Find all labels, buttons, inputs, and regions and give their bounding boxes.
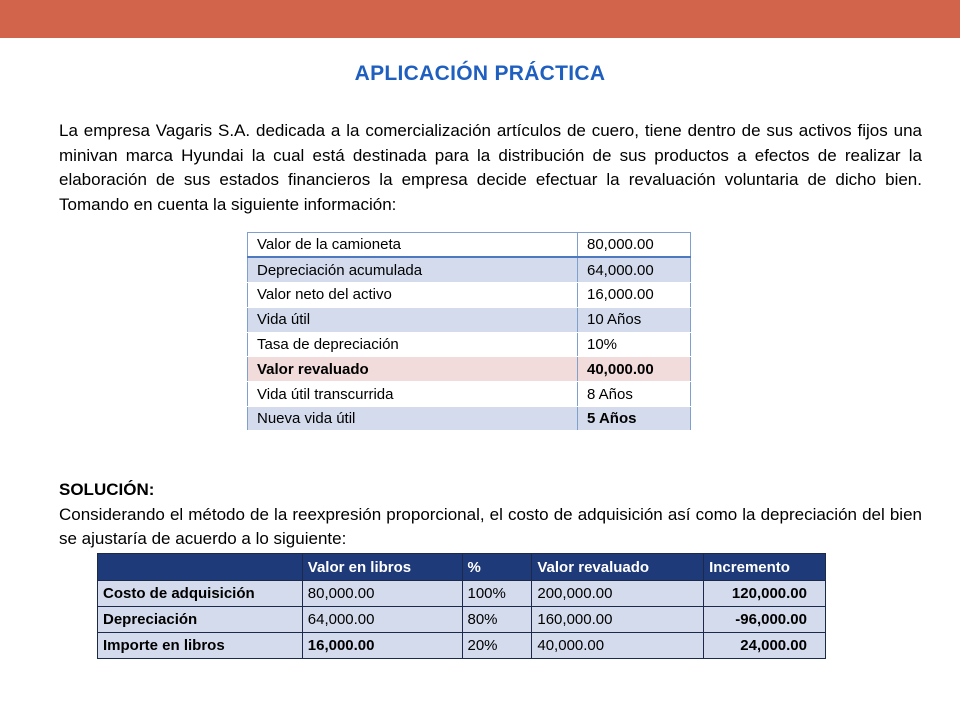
info-value: 16,000.00 [578, 282, 691, 307]
info-label: Valor de la camioneta [248, 233, 578, 258]
column-header: % [462, 554, 532, 581]
info-value: 64,000.00 [578, 257, 691, 282]
row-label: Depreciación [98, 607, 303, 633]
table-cell: 40,000.00 [532, 633, 704, 659]
info-table [247, 232, 691, 433]
info-label: Valor revaluado [248, 357, 578, 382]
table-row [98, 633, 826, 659]
info-value: 10 Años [578, 307, 691, 332]
info-label: Depreciación acumulada [248, 257, 578, 282]
info-value: 40,000.00 [578, 357, 691, 382]
info-value: 8 Años [578, 382, 691, 407]
top-accent-bar [0, 0, 960, 38]
intro-paragraph: La empresa Vagaris S.A. dedicada a la comercialización artículos de cuero, tiene dentro de sus activos fijos una minivan marca Hyundai la cual está destinada para la distribución de sus productos a efectos de realizar la elaboración de sus estados financieros la empresa decide efectuar la revaluación voluntaria de dicho bien. Tomando en cuenta la siguiente información: [59, 121, 922, 214]
table-cell: 160,000.00 [532, 607, 704, 633]
table-row-highlight [248, 357, 691, 382]
table-row [248, 407, 691, 432]
table-row [248, 233, 691, 258]
solution-heading: SOLUCIÓN: [59, 480, 155, 499]
table-cell: 200,000.00 [532, 581, 704, 607]
table-cell: 16,000.00 [302, 633, 462, 659]
table-row [248, 257, 691, 282]
info-label: Nueva vida útil [248, 407, 578, 432]
info-label: Tasa de depreciación [248, 332, 578, 357]
info-value: 80,000.00 [578, 233, 691, 258]
solution-text: Considerando el método de la reexpresión proporcional, el costo de adquisición así como la depreciación del bien se ajustaría de acuerdo a lo siguiente: [59, 504, 922, 548]
row-label: Costo de adquisición [98, 581, 303, 607]
table-row [98, 607, 826, 633]
table-row [248, 382, 691, 407]
table-cell: 20% [462, 633, 532, 659]
info-label: Valor neto del activo [248, 282, 578, 307]
table-cell: 80% [462, 607, 532, 633]
table-cell: -96,000.00 [704, 607, 826, 633]
column-header: Valor revaluado [532, 554, 704, 581]
table-header-row [98, 554, 826, 581]
table-row [248, 307, 691, 332]
page-title: APLICACIÓN PRÁCTICA [354, 62, 606, 85]
solution-table [97, 553, 826, 659]
table-row [248, 332, 691, 357]
column-header: Incremento [704, 554, 826, 581]
row-label: Importe en libros [98, 633, 303, 659]
info-label: Vida útil transcurrida [248, 382, 578, 407]
table-cell: 24,000.00 [704, 633, 826, 659]
column-header: Valor en libros [302, 554, 462, 581]
table-row [98, 581, 826, 607]
solution-section [59, 478, 922, 552]
info-label: Vida útil [248, 307, 578, 332]
info-value: 10% [578, 332, 691, 357]
table-cell: 80,000.00 [302, 581, 462, 607]
table-row [248, 282, 691, 307]
table-cell: 100% [462, 581, 532, 607]
table-cell: 64,000.00 [302, 607, 462, 633]
column-header [98, 554, 303, 581]
info-value: 5 Años [578, 407, 691, 432]
table-cell: 120,000.00 [704, 581, 826, 607]
